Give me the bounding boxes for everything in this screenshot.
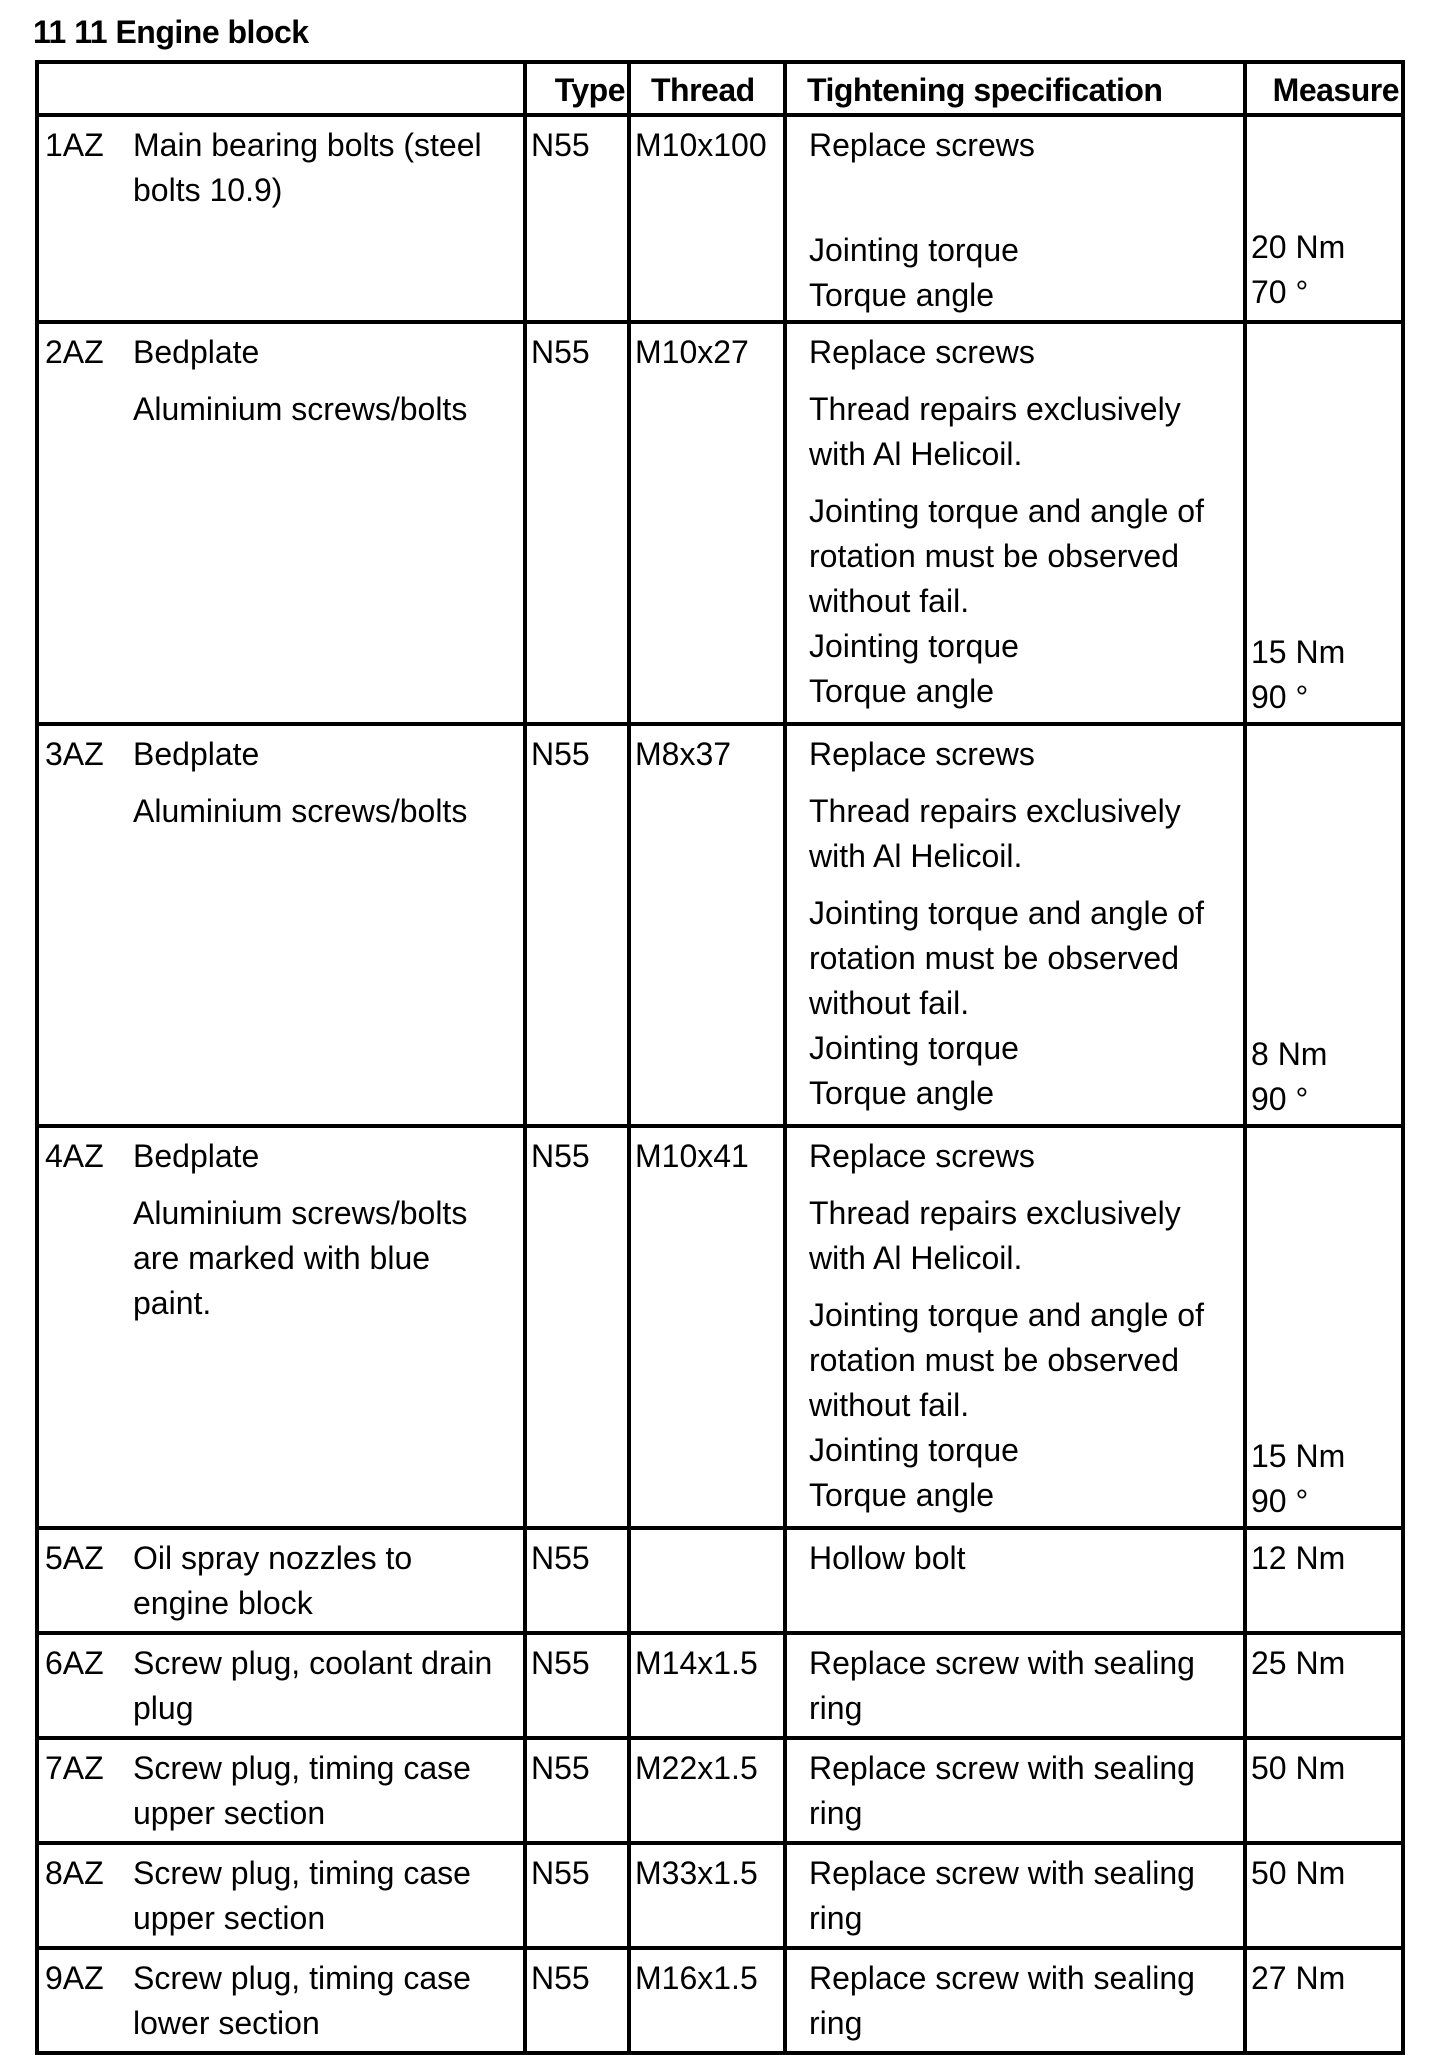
type-value: N55 (531, 1645, 590, 1681)
measure-value: 27 Nm (1251, 1960, 1346, 1996)
spec-text: Jointing torque and angle of rotation must be observed without fail. (809, 1297, 1204, 1423)
measure-value: 90 ° (1251, 1483, 1309, 1519)
header-type (525, 62, 629, 115)
thread-cell (629, 1633, 785, 1738)
spec-text: Replace screw with sealing ring (809, 1855, 1195, 1936)
type-cell (525, 724, 629, 1126)
type-cell (525, 1738, 629, 1843)
spec-cell (785, 1948, 1245, 2053)
spec-text: Replace screws (809, 736, 1035, 772)
spec-text: Jointing torque (809, 628, 1019, 664)
spec-text: Jointing torque (809, 232, 1019, 268)
spec-text: Replace screws (809, 334, 1035, 370)
spec-text: Replace screws (809, 127, 1035, 163)
type-cell (525, 1633, 629, 1738)
measure-cell (1245, 1126, 1403, 1528)
item-description: Bedplate (133, 736, 260, 772)
item-description: Screw plug, timing case lower section (133, 1960, 471, 2041)
item-code: 7AZ (45, 1750, 104, 1786)
spec-cell (785, 115, 1245, 322)
thread-cell (629, 322, 785, 724)
type-value: N55 (531, 1855, 590, 1891)
thread-cell (629, 115, 785, 322)
item-code: 9AZ (45, 1960, 104, 1996)
thread-value: M33x1.5 (635, 1855, 758, 1891)
measure-cell (1245, 724, 1403, 1126)
item-code: 1AZ (45, 127, 104, 163)
spec-cell (785, 1738, 1245, 1843)
table-row (37, 1528, 1403, 1633)
spec-cell (785, 1843, 1245, 1948)
thread-cell (629, 1528, 785, 1633)
thread-cell (629, 1738, 785, 1843)
spec-text: Torque angle (809, 1075, 995, 1111)
spec-text: Replace screw with sealing ring (809, 1750, 1195, 1831)
thread-value: M10x27 (635, 334, 749, 370)
header-spec-label: Tightening specification (807, 72, 1163, 108)
item-cell (37, 1843, 525, 1948)
header-item (37, 62, 525, 115)
item-code: 6AZ (45, 1645, 104, 1681)
thread-cell (629, 724, 785, 1126)
spec-cell (785, 322, 1245, 724)
header-spec (785, 62, 1245, 115)
type-value: N55 (531, 1750, 590, 1786)
item-code: 4AZ (45, 1138, 104, 1174)
measure-cell (1245, 1738, 1403, 1843)
table-row (37, 1948, 1403, 2053)
measure-value: 90 ° (1251, 679, 1309, 715)
item-description: Bedplate (133, 334, 260, 370)
spec-text: Replace screws (809, 1138, 1035, 1174)
item-description: Bedplate (133, 1138, 260, 1174)
measure-value: 20 Nm (1251, 229, 1346, 265)
item-description: Screw plug, timing case upper section (133, 1855, 471, 1936)
table-row (37, 1843, 1403, 1948)
type-value: N55 (531, 1138, 590, 1174)
measure-value: 50 Nm (1251, 1855, 1346, 1891)
item-cell (37, 115, 525, 322)
spec-cell (785, 1528, 1245, 1633)
spec-text: Jointing torque and angle of rotation must be observed without fail. (809, 895, 1204, 1021)
spec-cell (785, 1633, 1245, 1738)
spec-text: Torque angle (809, 277, 995, 313)
measure-value: 90 ° (1251, 1081, 1309, 1117)
measure-cell (1245, 1528, 1403, 1633)
spec-text: Jointing torque (809, 1030, 1019, 1066)
type-cell (525, 322, 629, 724)
spec-text: Hollow bolt (809, 1540, 966, 1576)
measure-value: 50 Nm (1251, 1750, 1346, 1786)
item-description: Oil spray nozzles to engine block (133, 1540, 413, 1621)
header-type-label: Type (554, 72, 625, 108)
table-header-row (37, 62, 1403, 115)
measure-cell (1245, 115, 1403, 322)
spec-cell (785, 724, 1245, 1126)
item-description: Main bearing bolts (steel bolts 10.9) (133, 127, 482, 208)
item-description: Screw plug, coolant drain plug (133, 1645, 493, 1726)
item-cell (37, 724, 525, 1126)
spec-text: Thread repairs exclusively with Al Helicoil. (809, 391, 1181, 472)
item-description: Aluminium screws/bolts (133, 391, 468, 427)
thread-value: M8x37 (635, 736, 732, 772)
thread-value: M22x1.5 (635, 1750, 758, 1786)
spec-cell (785, 1126, 1245, 1528)
item-cell (37, 1528, 525, 1633)
spec-text: Replace screw with sealing ring (809, 1645, 1195, 1726)
measure-cell (1245, 1843, 1403, 1948)
table-row (37, 1633, 1403, 1738)
spec-text: Thread repairs exclusively with Al Helicoil. (809, 793, 1181, 874)
type-cell (525, 1528, 629, 1633)
measure-value: 15 Nm (1251, 1438, 1346, 1474)
item-cell (37, 1738, 525, 1843)
measure-value: 70 ° (1251, 274, 1309, 310)
type-cell (525, 1126, 629, 1528)
thread-value: M10x41 (635, 1138, 749, 1174)
item-code: 3AZ (45, 736, 104, 772)
spec-text: Replace screw with sealing ring (809, 1960, 1195, 2041)
thread-value: M14x1.5 (635, 1645, 758, 1681)
spec-text: Thread repairs exclusively with Al Helicoil. (809, 1195, 1181, 1276)
header-thread (629, 62, 785, 115)
header-measure-label: Measure (1272, 72, 1399, 108)
type-value: N55 (531, 1540, 590, 1576)
type-cell (525, 115, 629, 322)
type-cell (525, 1843, 629, 1948)
table-row (37, 322, 1403, 724)
type-value: N55 (531, 334, 590, 370)
item-cell (37, 322, 525, 724)
type-value: N55 (531, 736, 590, 772)
item-cell (37, 1948, 525, 2053)
item-description: Screw plug, timing case upper section (133, 1750, 471, 1831)
type-value: N55 (531, 127, 590, 163)
measure-value: 12 Nm (1251, 1540, 1346, 1576)
item-cell (37, 1126, 525, 1528)
thread-value (631, 1530, 783, 1536)
measure-value: 15 Nm (1251, 634, 1346, 670)
thread-cell (629, 1843, 785, 1948)
table-row (37, 1126, 1403, 1528)
type-value: N55 (531, 1960, 590, 1996)
item-code: 5AZ (45, 1540, 104, 1576)
spec-text: Jointing torque and angle of rotation must be observed without fail. (809, 493, 1204, 619)
table-row (37, 724, 1403, 1126)
header-measure (1245, 62, 1403, 115)
spec-text: Torque angle (809, 673, 995, 709)
thread-cell (629, 1126, 785, 1528)
thread-value: M10x100 (635, 127, 767, 163)
spec-text: Jointing torque (809, 1432, 1019, 1468)
torque-spec-table (35, 60, 1405, 2055)
item-cell (37, 1633, 525, 1738)
page-title: 11 11 Engine block (33, 14, 309, 50)
measure-cell (1245, 1948, 1403, 2053)
item-code: 8AZ (45, 1855, 104, 1891)
item-description: Aluminium screws/bolts (133, 793, 468, 829)
item-description: Aluminium screws/bolts are marked with blue paint. (133, 1195, 468, 1321)
measure-value: 25 Nm (1251, 1645, 1346, 1681)
table-row (37, 1738, 1403, 1843)
measure-cell (1245, 1633, 1403, 1738)
spec-text: Torque angle (809, 1477, 995, 1513)
type-cell (525, 1948, 629, 2053)
thread-value: M16x1.5 (635, 1960, 758, 1996)
thread-cell (629, 1948, 785, 2053)
item-code: 2AZ (45, 334, 104, 370)
measure-cell (1245, 322, 1403, 724)
table-row (37, 115, 1403, 322)
header-thread-label: Thread (651, 72, 755, 108)
measure-value: 8 Nm (1251, 1036, 1328, 1072)
